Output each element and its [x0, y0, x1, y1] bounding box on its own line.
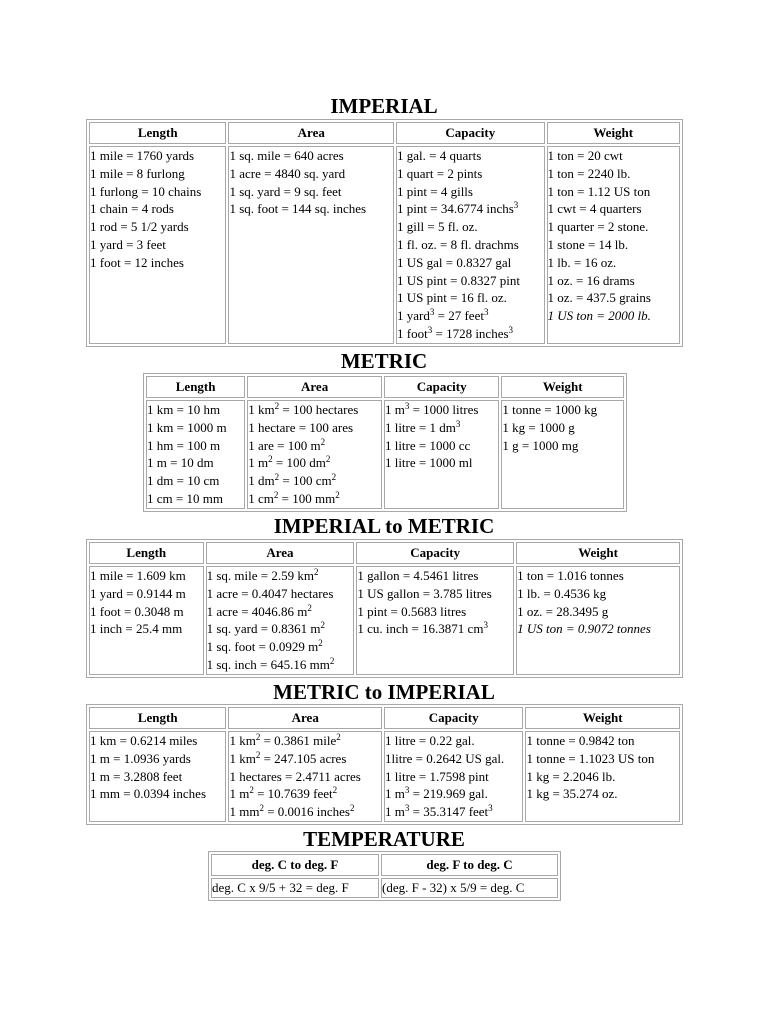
length-cell: [89, 731, 226, 822]
conversion-item: 1 US gal = 0.8327 gal: [397, 254, 512, 270]
header-area: Area: [247, 376, 382, 398]
conversion-item: 1 sq. foot = 144 sq. inches: [229, 201, 367, 217]
conversion-item: 1 pint = 4 gills: [397, 183, 473, 199]
conversion-item: 1 m = 3.2808 feet: [90, 768, 183, 784]
conversion-item: 1 kg = 2.2046 lb.: [526, 768, 616, 784]
weight-cell: [525, 731, 680, 822]
conversion-item: 1 US gallon = 3.785 litres: [357, 585, 492, 601]
imperial-to-metric-title: IMPERIAL to METRIC: [273, 514, 495, 538]
conversion-item: 1 kg = 35.274 oz.: [526, 786, 618, 802]
conversion-item: 1 yard = 3 feet: [90, 236, 166, 252]
imperial-to-metric-table: [86, 539, 683, 678]
conversion-item: 1 hm = 100 m: [147, 437, 221, 453]
conversion-item: 1 pint = 34.6774 inchs$^3$: [397, 200, 519, 217]
capacity-cell: [384, 400, 499, 509]
header-c-to-f: deg. C to deg. F: [211, 854, 379, 876]
capacity-cell: [356, 566, 514, 675]
imperial-table: [86, 119, 683, 347]
header-capacity: Capacity: [396, 122, 545, 144]
header-weight: Weight: [501, 376, 624, 398]
conversion-item: 1 gill = 5 fl. oz.: [397, 219, 478, 235]
conversion-item: 1 sq. mile = 2.59 $km^2$: [206, 567, 319, 583]
conversion-item: 1 $km^2 = 247.105$ acres: [229, 749, 347, 766]
conversion-item: 1 mm = 0.0394 inches: [90, 786, 207, 802]
f-to-c-cell: [381, 878, 558, 898]
temperature-title: TEMPERATURE: [303, 827, 465, 851]
conversion-item: 1 $m^2 = 100$ $dm^2$: [248, 454, 331, 471]
conversion-item: 1 $m^3 = 219.969$ gal.: [384, 785, 488, 802]
conversion-item: 1 tonne = 1000 kg: [502, 402, 598, 417]
header-area: Area: [228, 707, 382, 729]
conversion-item: 1 $cm^2 = 100$ $mm^2$: [248, 489, 340, 506]
conversion-item: 1 ton = 2240 lb.: [547, 165, 631, 181]
conversion-item: 1 litre = 1 $dm^3$: [384, 418, 461, 435]
conversion-item: (deg. F - 32) x 5/9 = deg. C: [382, 880, 525, 895]
conversion-item: 1 mile = 1760 yards: [90, 148, 195, 163]
conversion-item: 1 litre = 1000 cc: [384, 437, 471, 453]
conversion-item: 1 sq. inch = 645.16 $mm^2$: [206, 655, 335, 672]
conversion-item: 1 oz. = 16 drams: [547, 272, 635, 288]
conversion-item: 1 US ton = 2000 lb.: [547, 308, 651, 324]
conversion-item: 1 lb. = 0.4536 kg: [517, 585, 607, 601]
conversion-item: 1 gal. = 4 quarts: [397, 148, 482, 163]
metric-title: METRIC: [340, 349, 428, 373]
conversion-item: 1 dm = 10 cm: [147, 473, 220, 489]
weight-cell: [501, 400, 624, 509]
conversion-item: 1 quart = 2 pints: [397, 165, 483, 181]
conversion-item: 1 ton = 1.12 US ton: [547, 183, 651, 199]
conversion-item: 1 litre = 0.22 gal.: [384, 733, 475, 748]
capacity-cell: [384, 731, 523, 822]
conversion-item: 1 stone = 14 lb.: [547, 236, 629, 252]
conversion-item: 1 m = 10 dm: [147, 455, 214, 471]
conversion-item: 1 acre = 0.4047 hectares: [206, 585, 334, 601]
header-capacity: Capacity: [384, 376, 499, 398]
conversion-item: 1 chain = 4 rods: [90, 201, 174, 217]
header-area: Area: [228, 122, 394, 144]
conversion-item: 1 cwt = 4 quarters: [547, 201, 642, 217]
conversion-item: 1 sq. yard = 0.8361 $m^2$: [206, 620, 325, 637]
conversion-item: 1 kg = 1000 g: [502, 419, 575, 435]
temperature-table: [208, 851, 561, 901]
conversion-item: 1 foot = 12 inches: [90, 254, 184, 270]
conversion-item: 1 sq. mile = 640 acres: [229, 148, 344, 163]
conversion-item: 1 ton = 20 cwt: [547, 148, 623, 163]
conversion-item: 1 cm = 10 mm: [147, 490, 223, 506]
conversion-item: 1 cu. inch = 16.3871 $cm^3$: [357, 620, 488, 637]
conversion-item: 1 foot$^3$ = 1728 inches$^3$: [397, 324, 514, 341]
conversion-item: 1 lb. = 16 oz.: [547, 254, 617, 270]
conversion-item: 1 km = 10 hm: [147, 402, 221, 417]
length-cell: [146, 400, 245, 509]
conversion-item: 1 $m^3 = 35.3147$ feet$^3$: [384, 803, 493, 820]
conversion-item: 1 m = 1.0936 yards: [90, 750, 191, 766]
conversion-item: 1 litre = 1000 ml: [384, 455, 473, 471]
conversion-item: 1 tonne = 0.9842 ton: [526, 733, 635, 748]
conversion-item: 1 are = 100 $m^2$: [248, 436, 326, 453]
area-cell: [228, 731, 382, 822]
metric-table: [143, 373, 627, 512]
conversion-item: deg. C x 9/5 + 32 = deg. F: [212, 880, 349, 895]
conversion-item: 1 US pint = 16 fl. oz.: [397, 290, 507, 306]
weight-cell: [516, 566, 680, 675]
conversion-item: 1 g = 1000 mg: [502, 437, 579, 453]
length-cell: [89, 566, 204, 675]
header-weight: Weight: [525, 707, 680, 729]
conversion-item: 1 acre = 4840 sq. yard: [229, 165, 346, 181]
imperial-title: IMPERIAL: [330, 94, 438, 118]
conversion-item: 1 US pint = 0.8327 pint: [397, 272, 520, 288]
conversion-item: 1 rod = 5 1/2 yards: [90, 219, 189, 235]
conversion-item: 1 $mm^2 = 0.0016$ inches$^2$: [229, 803, 355, 820]
capacity-cell: [396, 146, 545, 344]
conversion-item: 1 yard$^3$ = 27 feet$^3$: [397, 307, 489, 324]
header-f-to-c: deg. F to deg. C: [381, 854, 558, 876]
conversion-item: 1 $m^3 = 1000$ litres: [384, 401, 479, 417]
conversion-item: 1 $dm^2 = 100$ $cm^2$: [248, 472, 337, 489]
header-length: Length: [89, 707, 226, 729]
conversion-item: 1 km = 1000 m: [147, 419, 227, 435]
conversion-item: 1 US ton = 0.9072 tonnes: [517, 621, 651, 637]
header-length: Length: [146, 376, 245, 398]
conversion-item: 1 furlong = 10 chains: [90, 183, 202, 199]
metric-to-imperial-table: [86, 704, 683, 825]
conversion-item: 1litre = 0.2642 US gal.: [384, 750, 505, 766]
conversion-item: 1 $km^2 = 100$ hectares: [248, 401, 359, 417]
area-cell: [206, 566, 355, 675]
c-to-f-cell: [211, 878, 379, 898]
header-weight: Weight: [516, 542, 680, 564]
conversion-item: 1 mile = 8 furlong: [90, 165, 185, 181]
header-area: Area: [206, 542, 355, 564]
conversion-item: 1 yard = 0.9144 m: [90, 585, 186, 601]
conversion-item: 1 hectares = 2.4711 acres: [229, 768, 361, 784]
conversion-item: 1 quarter = 2 stone.: [547, 219, 649, 235]
header-capacity: Capacity: [384, 707, 523, 729]
conversion-item: 1 km = 0.6214 miles: [90, 733, 198, 748]
header-weight: Weight: [547, 122, 680, 144]
conversion-item: 1 litre = 1.7598 pint: [384, 768, 489, 784]
conversion-item: 1 pint = 0.5683 litres: [357, 603, 467, 619]
conversion-item: 1 oz. = 28.3495 g: [517, 603, 609, 619]
header-length: Length: [89, 122, 226, 144]
conversion-item: 1 mile = 1.609 km: [90, 568, 186, 583]
conversion-item: 1 gallon = 4.5461 litres: [357, 568, 479, 583]
conversion-item: 1 tonne = 1.1023 US ton: [526, 750, 655, 766]
area-cell: [228, 146, 394, 344]
area-cell: [247, 400, 382, 509]
metric-to-imperial-title: METRIC to IMPERIAL: [273, 680, 495, 704]
conversion-item: 1 sq. foot = 0.0929 $m^2$: [206, 638, 323, 655]
conversion-item: 1 inch = 25.4 mm: [90, 621, 183, 637]
conversion-item: 1 $km^2 = 0.3861$ mile$^2$: [229, 732, 341, 748]
weight-cell: [547, 146, 680, 344]
conversion-item: 1 fl. oz. = 8 fl. drachms: [397, 236, 519, 252]
header-length: Length: [89, 542, 204, 564]
conversion-item: 1 sq. yard = 9 sq. feet: [229, 183, 342, 199]
conversion-item: 1 foot = 0.3048 m: [90, 603, 184, 619]
conversion-item: 1 acre = 4046.86 $m^2$: [206, 602, 312, 619]
conversion-item: 1 $m^2 = 10.7639$ feet$^2$: [229, 785, 338, 802]
conversion-item: 1 oz. = 437.5 grains: [547, 290, 651, 306]
header-capacity: Capacity: [356, 542, 514, 564]
length-cell: [89, 146, 226, 344]
conversion-item: 1 hectare = 100 ares: [248, 419, 354, 435]
conversion-item: 1 ton = 1.016 tonnes: [517, 568, 624, 583]
